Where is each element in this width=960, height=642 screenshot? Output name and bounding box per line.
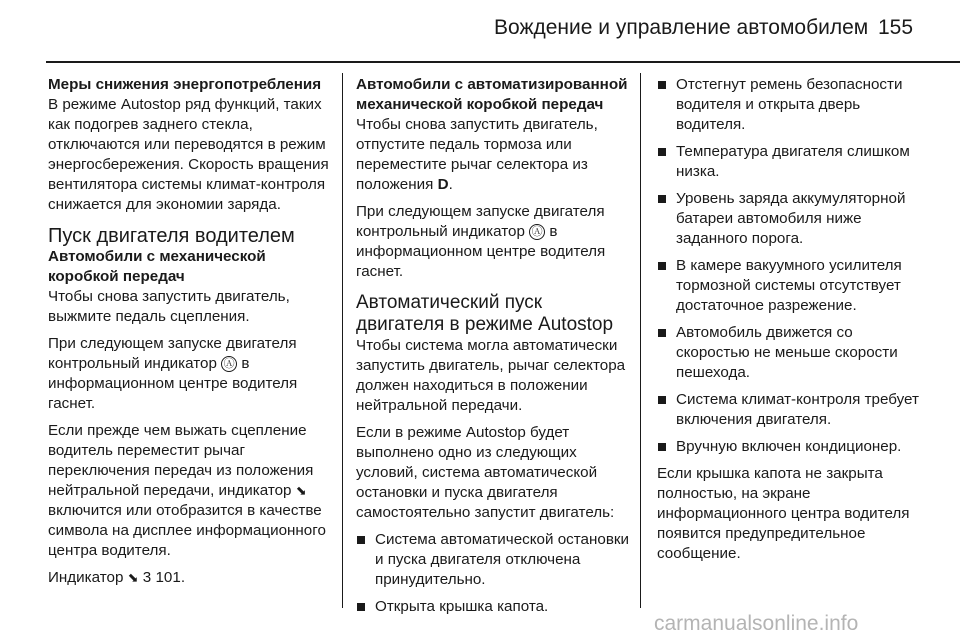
conditions-list-cont [657,75,925,457]
bullet-icon [357,536,365,544]
paragraph-indicator-off [48,334,330,414]
list-item-text: Система климат-контроля требует включения двигателя. [676,391,919,428]
list-item-text: Система автоматической остановки и пуска двигателя отключена принудительно. [375,531,630,588]
section-heading-energy: Меры снижения энергопотребления [48,76,322,93]
paragraph-restart-clutch: Чтобы снова запустить двигатель, выжмите педаль сцепления. [48,288,290,325]
text-part: Индикатор [48,569,124,586]
list-item-text: Температура двигателя слишком низка. [676,143,910,180]
text-part: Если прежде чем выжать сцепление водитель переместит рычаг переключения передач из положения нейтральной передачи, индикатор [48,422,314,499]
bullet-icon [658,195,666,203]
column-1 [48,75,330,595]
header-title: Вождение и управление автомобилем [494,16,869,39]
paragraph-indicator-ref [48,568,330,588]
bullet-icon [658,396,666,404]
column-3 [657,75,925,571]
selector-position: D [437,176,449,193]
page-header [0,0,960,50]
section-heading-driver-start: Пуск двигателя водителем [48,225,295,247]
header-rule [46,61,960,63]
page-ref-icon: 3 [142,569,152,586]
page-ref[interactable]: 101. [155,569,186,586]
text-part: в информационном центре водителя гаснет. [48,355,298,412]
paragraph-hood-warning: Если крышка капота не закрыта полностью, на экране информационного центра водителя появится предупредительное сообщение. [657,465,910,562]
list-item-text: В камере вакуумного усилителя тормозной системы отсутствует достаточное разрежение. [676,257,902,314]
bullet-icon [658,329,666,337]
list-item-text: Отстегнут ремень безопасности водителя и открыта дверь водителя. [676,76,903,133]
paragraph-indicator-off [356,202,632,282]
list-item [657,323,925,383]
text-part: . [448,176,453,193]
list-item-text: Открыта крышка капота. [375,598,549,615]
page-number: 155 [878,16,914,39]
shift-indicator-icon: ⬊ [295,483,307,498]
text-part: Чтобы снова запустить двигатель, отпустите педаль тормоза или переместите рычаг селектора из положения [356,116,598,193]
text-part: включится или отобразится в качестве символа на дисплее информационного центра водителя. [48,502,326,559]
column-2 [356,75,632,624]
list-item [657,390,925,430]
list-item [657,142,925,182]
list-item [657,437,925,457]
bullet-icon [658,148,666,156]
paragraph-gear-shift [48,421,330,561]
list-item [657,256,925,316]
list-item [657,189,925,249]
conditions-list [356,530,632,617]
text-part: При следующем запуске двигателя контрольный индикатор [356,203,605,240]
bullet-icon [658,443,666,451]
subheading-manual-gearbox: Автомобили с механической коробкой передач [48,248,266,285]
autostop-indicator-icon: Ⓐ [529,224,545,240]
autostop-indicator-icon: Ⓐ [221,356,237,372]
paragraph-energy: В режиме Autostop ряд функций, таких как подогрев заднего стекла, отключаются или переводятся в режим энергосбережения. Скорость вращения вентилятора системы климат-контроля снижается для экономии заряда. [48,96,329,213]
list-item-text: Автомобиль движется со скоростью не меньше скорости пешехода. [676,324,898,381]
list-item [657,75,925,135]
list-item-text: Вручную включен кондиционер. [676,438,902,455]
shift-indicator-icon: ⬊ [127,570,139,585]
bullet-icon [658,81,666,89]
text-part: в информационном центре водителя гаснет. [356,223,606,280]
list-item-text: Уровень заряда аккумуляторной батареи автомобиля ниже заданного порога. [676,190,906,247]
text-part: При следующем запуске двигателя контрольный индикатор [48,335,297,372]
bullet-icon [658,262,666,270]
paragraph-restart-brake [356,115,632,195]
paragraph-conditions: Если в режиме Autostop будет выполнено одно из следующих условий, система автоматической остановки и пуска двигателя самостоятельно запустит двигатель: [356,424,615,521]
paragraph-auto-start: Чтобы система могла автоматически запустить двигатель, рычаг селектора должен находиться в положении нейтральной передачи. [356,337,626,414]
column-divider-2 [640,73,641,608]
list-item [356,597,632,617]
watermark: carmanualsonline.info [654,612,859,635]
column-divider-1 [342,73,343,608]
section-heading-auto-start: Автоматический пуск двигателя в режиме Autostop [356,292,614,335]
bullet-icon [357,603,365,611]
list-item [356,530,632,590]
subheading-automated-gearbox: Автомобили с автоматизированной механической коробкой передач [356,76,628,113]
